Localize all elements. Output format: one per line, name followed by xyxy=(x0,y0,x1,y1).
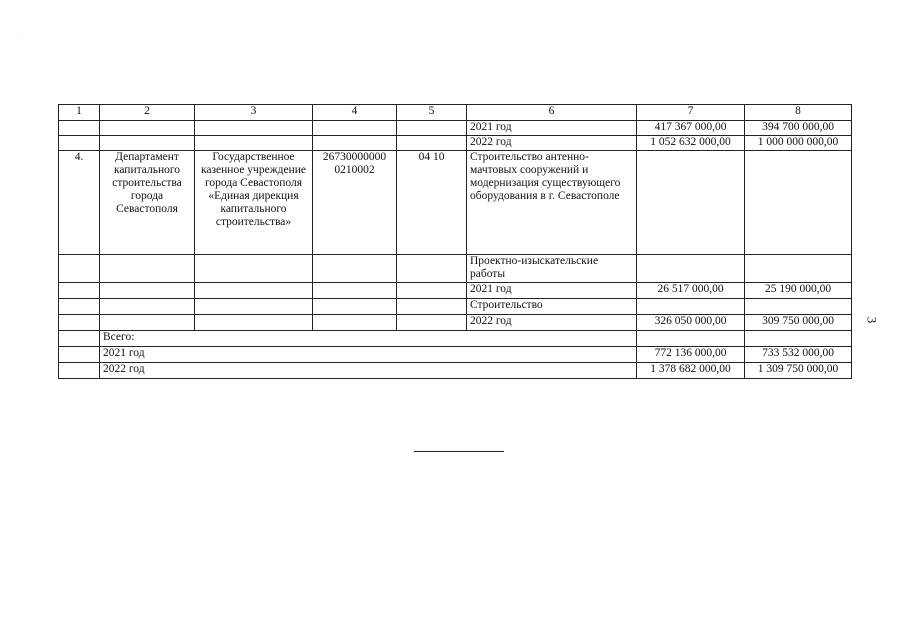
year-cell: 2021 год xyxy=(467,283,637,299)
amount-cell: 25 190 000,00 xyxy=(745,283,852,299)
work-type-cell: Строительство xyxy=(467,299,637,315)
total-label: Всего: xyxy=(100,331,637,347)
department-cell: Департамент капитального строительства города Севастополя xyxy=(100,151,195,255)
amount-cell: 1 052 632 000,00 xyxy=(637,136,745,151)
column-number: 8 xyxy=(745,105,852,121)
column-number: 2 xyxy=(100,105,195,121)
amount-cell: 417 367 000,00 xyxy=(637,121,745,136)
column-number: 3 xyxy=(195,105,313,121)
amount-cell: 309 750 000,00 xyxy=(745,315,852,331)
table-row xyxy=(59,121,852,136)
item-number: 4. xyxy=(59,151,100,255)
column-number-row xyxy=(59,105,852,121)
column-number: 6 xyxy=(467,105,637,121)
scan-mark: · xyxy=(20,36,22,42)
total-amount: 772 136 000,00 xyxy=(637,347,745,363)
year-cell: 2022 год xyxy=(467,136,637,151)
item-row xyxy=(59,151,852,255)
code-cell: 26730000000 0210002 xyxy=(313,151,397,255)
total-amount: 1 309 750 000,00 xyxy=(745,363,852,379)
column-number: 5 xyxy=(397,105,467,121)
table-row xyxy=(59,136,852,151)
total-amount: 733 532 000,00 xyxy=(745,347,852,363)
table-row xyxy=(59,315,852,331)
total-row xyxy=(59,347,852,363)
column-number: 1 xyxy=(59,105,100,121)
column-number: 7 xyxy=(637,105,745,121)
page-number: 3 xyxy=(864,316,880,324)
column-number: 4 xyxy=(313,105,397,121)
total-amount: 1 378 682 000,00 xyxy=(637,363,745,379)
budget-table xyxy=(58,104,852,379)
description-cell: Строительство антенно-мачтовых сооружений и модернизация существующего оборудования в г. Севастополе xyxy=(467,151,637,255)
table-row xyxy=(59,255,852,283)
amount-cell: 394 700 000,00 xyxy=(745,121,852,136)
work-type-cell: Проектно-изыскательские работы xyxy=(467,255,637,283)
section-cell: 04 10 xyxy=(397,151,467,255)
total-year: 2021 год xyxy=(100,347,637,363)
year-cell: 2022 год xyxy=(467,315,637,331)
table-row xyxy=(59,283,852,299)
amount-cell: 1 000 000 000,00 xyxy=(745,136,852,151)
organization-cell: Государственное казенное учреждение города Севастополя «Единая дирекция капитального строительства» xyxy=(195,151,313,255)
table-row xyxy=(59,299,852,315)
separator-line xyxy=(414,451,504,452)
year-cell: 2021 год xyxy=(467,121,637,136)
total-year: 2022 год xyxy=(100,363,637,379)
total-label-row xyxy=(59,331,852,347)
amount-cell: 326 050 000,00 xyxy=(637,315,745,331)
amount-cell: 26 517 000,00 xyxy=(637,283,745,299)
total-row xyxy=(59,363,852,379)
